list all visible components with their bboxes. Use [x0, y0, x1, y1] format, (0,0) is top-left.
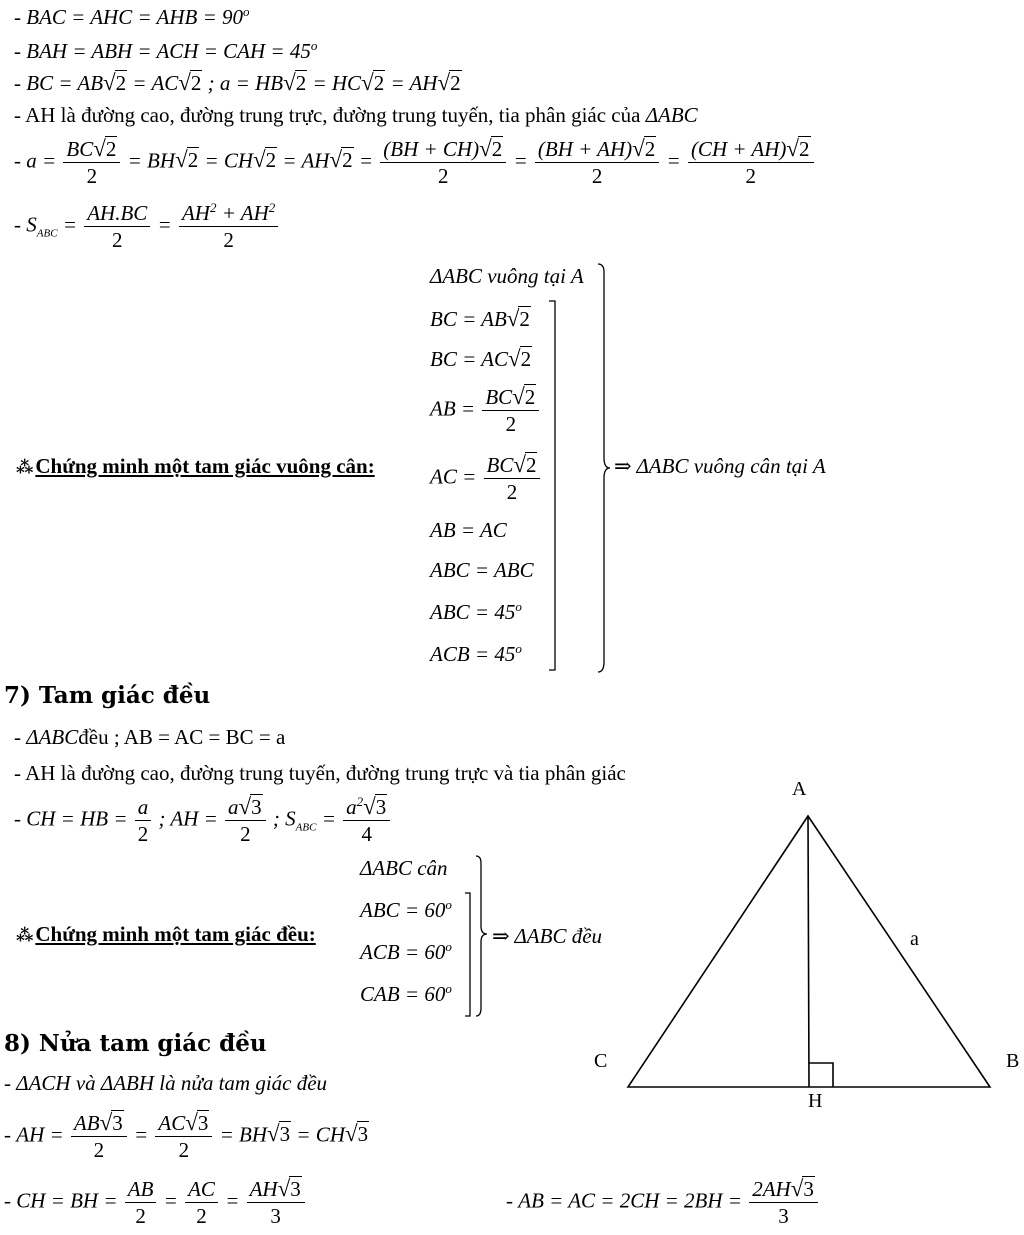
- fraction: $\frac{(BH + AH)√2}{2}$: [535, 136, 659, 189]
- line-equilateral-formulas: - CH = HB = $\frac{a}{2}$ ; AH = $\frac{a√3}{2}$ ; $S_{ABC}$ = $\frac{a^2√3}{4}$: [14, 794, 392, 847]
- vertex-b-label: B: [1006, 1050, 1020, 1072]
- outer-brace-2: [474, 854, 490, 1018]
- fraction: $\frac{AC}{2}$: [185, 1176, 218, 1229]
- fraction: $\frac{BC√2}{2}$: [484, 452, 541, 505]
- line-ah-half: - AH = $\frac{AB√3}{2}$ = $\frac{AC√3}{2}$ = BH√3 = CH√3: [4, 1110, 369, 1162]
- vertex-a-label: A: [792, 778, 807, 800]
- condition-ac-frac: AC = $\frac{BC√2}{2}$: [430, 452, 542, 505]
- fraction: $\frac{AB√3}{2}$: [71, 1110, 127, 1163]
- fraction: $\frac{AB}{2}$: [125, 1176, 157, 1229]
- fraction: $\frac{AH.BC}{2}$: [84, 200, 150, 253]
- fraction: $\frac{a^2√3}{4}$: [343, 794, 390, 847]
- condition-acb-60: ACB = $60^o$: [360, 939, 452, 964]
- outer-brace: [596, 262, 614, 674]
- condition-bc-ab: BC = AB√2: [430, 306, 530, 331]
- line-right-angles: - BAC = AHC = AHB = $90^o$: [14, 4, 250, 29]
- proof-equilateral-label: ⁂Chứng minh một tam giác đều:: [16, 922, 316, 946]
- right-angle-mark: [809, 1063, 833, 1087]
- line-area-formula: - $S_{ABC}$ = $\frac{AH.BC}{2}$ = $\frac{AH^2 + AH^2}{2}$: [14, 200, 280, 253]
- line-ah-properties: - AH là đường cao, đường trung trực, đường trung tuyến, tia phân giác của ΔABC: [14, 103, 698, 127]
- condition-isosceles: ΔABC cân: [360, 856, 448, 880]
- fraction: $\frac{a√3}{2}$: [225, 794, 266, 847]
- conclusion-equilateral: ⇒ ΔABC đều: [492, 924, 603, 948]
- inner-bracket: [548, 300, 562, 672]
- condition-abc-45: ABC = $45^o$: [430, 599, 522, 624]
- condition-bc-ac: BC = AC√2: [430, 346, 532, 371]
- line-ab-half: - AB = AC = 2CH = 2BH = $\frac{2AH√3}{3}$: [506, 1176, 820, 1229]
- condition-abc-60: ABC = $60^o$: [360, 897, 452, 922]
- condition-abc-abc: ABC = ABC: [430, 558, 534, 582]
- fraction: $\frac{(BH + CH)√2}{2}$: [380, 136, 506, 189]
- fraction: $\frac{a}{2}$: [135, 794, 152, 847]
- fraction: $\frac{2AH√3}{3}$: [749, 1176, 818, 1229]
- conclusion-right-isosceles: ⇒ ΔABC vuông cân tại A: [614, 454, 826, 478]
- line-half-equilateral: - ΔACH và ΔABH là nửa tam giác đều: [4, 1071, 328, 1095]
- line-a-formula: - a = $\frac{BC√2}{2}$ = BH√2 = CH√2 = AH√2 = $\frac{(BH + CH)√2}{2}$ = $\frac{(BH + AH)√2}{2}$ = $\frac{(CH + AH)√2}{2}$: [14, 136, 816, 189]
- line-45-angles: - BAH = ABH = ACH = CAH = $45^o$: [14, 38, 318, 63]
- vertex-c-label: C: [594, 1050, 608, 1072]
- fraction: $\frac{BC√2}{2}$: [482, 384, 539, 437]
- side-a-label: a: [910, 928, 919, 950]
- triangle-abc: [628, 816, 990, 1087]
- altitude-ah: [808, 816, 809, 1087]
- line-equilateral-def: - ΔABCđều ; AB = AC = BC = a: [14, 725, 286, 749]
- fraction: $\frac{(CH + AH)√2}{2}$: [688, 136, 814, 189]
- fraction: $\frac{AH√3}{3}$: [247, 1176, 305, 1229]
- condition-acb-45: ACB = $45^o$: [430, 641, 522, 666]
- condition-cab-60: CAB = $60^o$: [360, 981, 452, 1006]
- line-bc-relations: - BC = AB√2 = AC√2 ; a = HB√2 = HC√2 = AH√2: [14, 70, 461, 95]
- fraction: $\frac{AH^2 + AH^2}{2}$: [179, 200, 278, 253]
- condition-right-at-a: ΔABC vuông tại A: [430, 264, 584, 288]
- proof-right-isosceles-label: ⁂Chứng minh một tam giác vuông cân:: [16, 454, 375, 478]
- condition-ab-ac: AB = AC: [430, 518, 507, 542]
- fraction: $\frac{AC√3}{2}$: [155, 1110, 212, 1163]
- section-8-heading: 8) Nửa tam giác đều: [4, 1030, 267, 1057]
- foot-h-label: H: [808, 1090, 823, 1112]
- section-7-heading: 7) Tam giác đều: [4, 682, 211, 709]
- line-ch-half: - CH = BH = $\frac{AB}{2}$ = $\frac{AC}{2}$ = $\frac{AH√3}{3}$: [4, 1176, 307, 1229]
- fraction: $\frac{BC√2}{2}$: [63, 136, 120, 189]
- line-equilateral-ah: - AH là đường cao, đường trung tuyến, đường trung trực và tia phân giác: [14, 761, 626, 785]
- condition-ab-frac: AB = $\frac{BC√2}{2}$: [430, 384, 541, 437]
